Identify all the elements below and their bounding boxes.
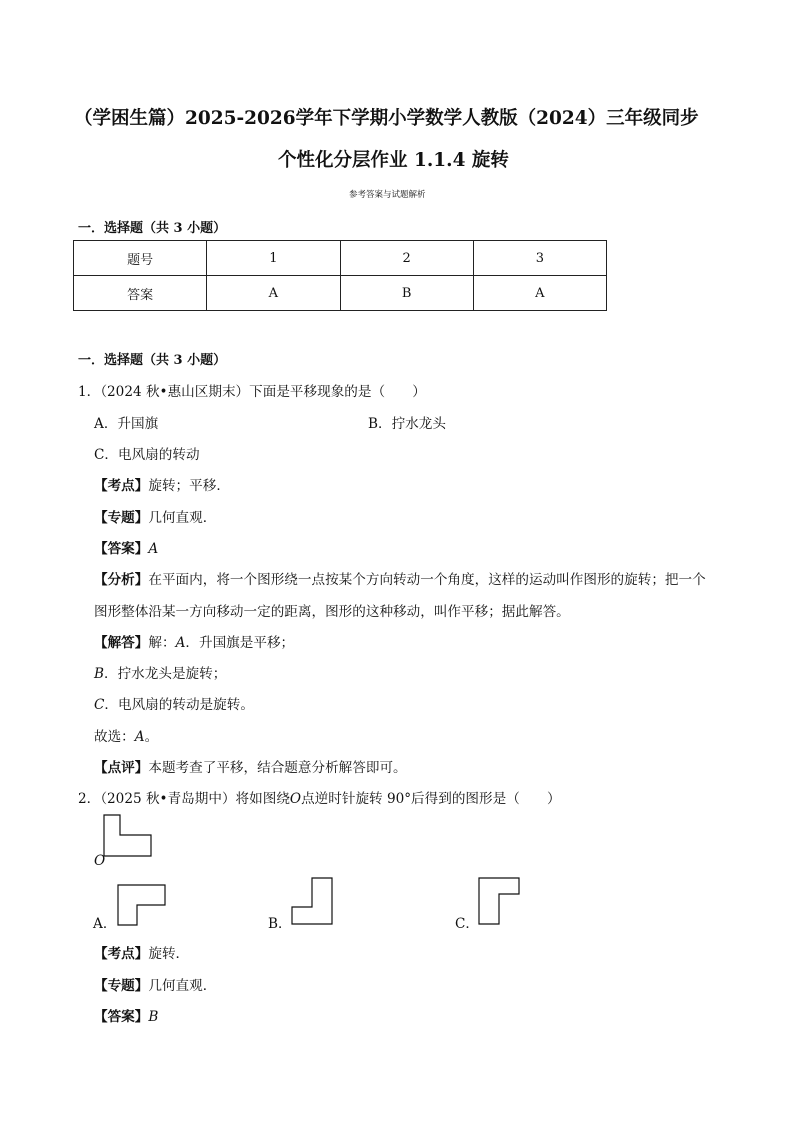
table-cell: 答案: [74, 276, 207, 311]
jieda-tag: 【解答】: [94, 635, 149, 651]
zhuanti-text: 几何直观．: [148, 510, 217, 526]
question-2-option-c-label: C．: [455, 916, 479, 932]
daan-tag: 【答案】: [94, 541, 149, 557]
zhuanti-text: 几何直观．: [148, 978, 217, 994]
q1-daan: [94, 537, 158, 557]
q1-jieda-c: [94, 693, 254, 713]
option-c-shape: [478, 877, 522, 927]
option-a-shape: [117, 884, 169, 928]
page-title-line1: （学困生篇）2025-2026学年下学期小学数学人教版（2024）三年级同步: [74, 108, 699, 129]
q2-daan: [94, 1005, 158, 1025]
table-row: [74, 276, 607, 311]
fenxi-tag: 【分析】: [94, 572, 149, 588]
kaodian-tag: 【考点】: [94, 946, 149, 962]
table-cell: A: [473, 276, 606, 311]
q1-guxuan: [94, 725, 158, 745]
table-cell: A: [207, 276, 340, 311]
jieda-b-text: ．拧水龙头是旋转；: [104, 666, 227, 682]
jieda-c-text: ．电风扇的转动是旋转。: [104, 697, 254, 713]
guxuan-pre: 故选：: [94, 729, 135, 745]
table-cell: B: [340, 276, 473, 311]
zhuanti-tag: 【专题】: [94, 978, 149, 994]
zhuanti-tag: 【专题】: [94, 510, 149, 526]
jieda-pre: 解：: [148, 635, 176, 651]
question-2-stem: [78, 787, 561, 807]
q1-jieda-b: [94, 662, 226, 682]
question-2-option-a-label: A．: [93, 916, 117, 932]
answer-table: [73, 240, 607, 311]
fenxi-text: 在平面内，将一个图形绕一点按某个方向转动一个角度，这样的运动叫作图形的旋转；把一个: [148, 572, 706, 588]
q1-kaodian: [94, 474, 230, 494]
table-cell: 题号: [74, 241, 207, 276]
question-1-option-b: B．拧水龙头: [368, 416, 446, 432]
q1-fenxi-line1: [94, 568, 706, 588]
guxuan-letter: A: [134, 729, 145, 745]
section-heading: 一．选择题（共 3 小题）: [78, 221, 227, 236]
table-row: [74, 241, 607, 276]
option-b-shape: [291, 877, 335, 927]
section-heading-2: 一．选择题（共 3 小题）: [78, 353, 227, 368]
q2-stem-post: 点逆时针旋转 90°后得到的图形是（ ）: [301, 791, 561, 807]
q1-fenxi-line2: 图形整体沿某一方向移动一定的距离，图形的这种移动，叫作平移；据此解答。: [94, 604, 570, 620]
page-title-line2: 个性化分层作业 1.1.4 旋转: [278, 150, 509, 171]
daan-text: A: [148, 541, 159, 557]
q1-jieda: [94, 631, 294, 651]
q2-stem-o: O: [289, 791, 302, 807]
q2-kaodian: [94, 942, 189, 962]
kaodian-tag: 【考点】: [94, 478, 149, 494]
dianping-text: 本题考查了平移，结合题意分析解答即可。: [148, 760, 407, 776]
jieda-a-text: ．升国旗是平移；: [185, 635, 295, 651]
table-cell: 2: [340, 241, 473, 276]
dianping-tag: 【点评】: [94, 760, 149, 776]
q1-zhuanti: [94, 506, 216, 526]
q2-stem-pre: 2．（2025 秋•青岛期中）将如图绕: [78, 791, 290, 807]
kaodian-text: 旋转；平移．: [148, 478, 230, 494]
page-subtitle: 参考答案与试题解析: [349, 190, 426, 200]
guxuan-end: 。: [144, 729, 159, 745]
question-1-option-c: C．电风扇的转动: [94, 447, 200, 463]
point-o-label: O: [94, 853, 106, 869]
q1-dianping: [94, 756, 407, 776]
jieda-a-letter: A: [175, 635, 186, 651]
question-1-stem: 1．（2024 秋•惠山区期末）下面是平移现象的是（ ）: [78, 384, 426, 400]
jieda-b-letter: B: [94, 666, 104, 682]
daan-tag: 【答案】: [94, 1009, 149, 1025]
jieda-c-letter: C: [94, 697, 105, 713]
question-1-option-a: A．升国旗: [94, 416, 159, 432]
daan-text: B: [148, 1009, 159, 1025]
table-cell: 3: [473, 241, 606, 276]
kaodian-text: 旋转．: [148, 946, 190, 962]
table-cell: 1: [207, 241, 340, 276]
q2-zhuanti: [94, 974, 216, 994]
question-2-option-b-label: B．: [268, 916, 292, 932]
